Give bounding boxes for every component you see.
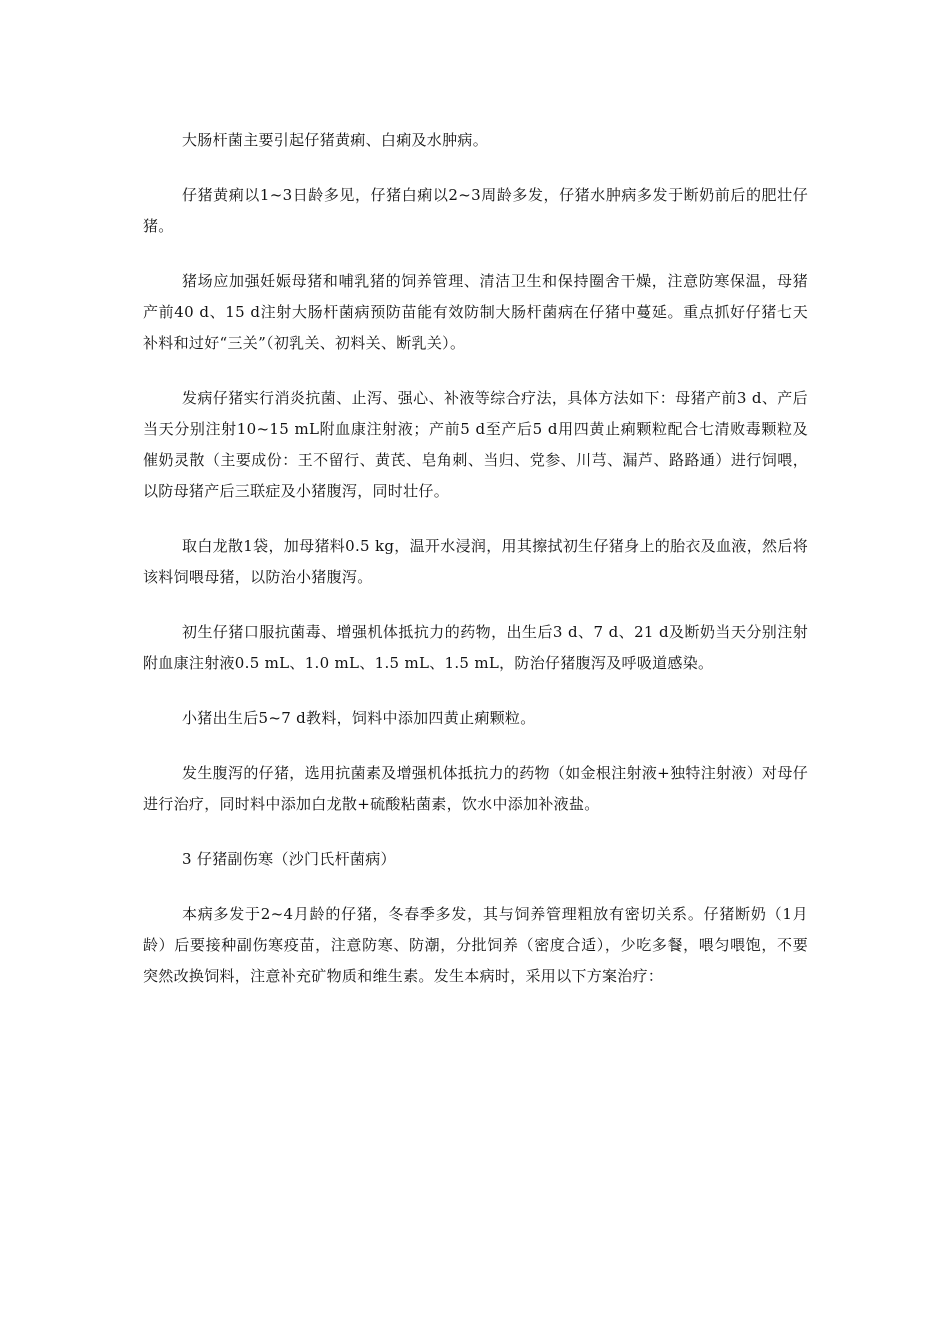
paragraph-bailong-powder: 取白龙散1袋，加母猪料0.5 kg，温开水浸润，用其擦拭初生仔猪身上的胎衣及血液，然后将该料饲喂母猪，以防治小猪腹泻。 <box>143 537 808 586</box>
paragraph-newborn-medication: 初生仔猪口服抗菌毒、增强机体抵抗力的药物，出生后3 d、7 d、21 d及断奶当天分别注射附血康注射液0.5 mL、1.0 mL、1.5 mL、1.5 mL，防治仔猪腹泻及呼吸道感染。 <box>143 623 808 672</box>
paragraph-paratyphoid-prevention: 本病多发于2~4月龄的仔猪，冬春季多发，其与饲养管理粗放有密切关系。仔猪断奶（1月龄）后要接种副伤寒疫苗，注意防寒、防潮，分批饲养（密度合适），少吃多餐，喂匀喂饱，不要突然改换饲料，注意补充矿物质和维生素。发生本病时，采用以下方案治疗： <box>143 905 808 985</box>
section-heading-paratyphoid: 3 仔猪副伤寒（沙门氏杆菌病） <box>182 850 396 868</box>
paragraph-treatment-method: 发病仔猪实行消炎抗菌、止泻、强心、补液等综合疗法，具体方法如下：母猪产前3 d、产后当天分别注射10~15 mL附血康注射液；产前5 d至产后5 d用四黄止痢颗粒配合七清败毒颗粒及催奶灵散（主要成份：王不留行、黄芪、皂角刺、当归、党参、川芎、漏芦、路路通）进行饲喂，以防母猪产后三联症及小猪腹泻，同时壮仔。 <box>143 389 808 500</box>
paragraph-diarrhea-treatment: 发生腹泻的仔猪，选用抗菌素及增强机体抵抗力的药物（如金根注射液+独特注射液）对母仔进行治疗，同时料中添加白龙散+硫酸粘菌素，饮水中添加补液盐。 <box>143 764 808 813</box>
paragraph-piglet-dysentery-ages: 仔猪黄痢以1~3日龄多见，仔猪白痢以2~3周龄多发，仔猪水肿病多发于断奶前后的肥壮仔猪。 <box>143 186 808 235</box>
paragraph-creep-feeding: 小猪出生后5~7 d教料，饲料中添加四黄止痢颗粒。 <box>182 709 536 727</box>
paragraph-farm-management: 猪场应加强妊娠母猪和哺乳猪的饲养管理、清洁卫生和保持圈舍干燥，注意防寒保温，母猪产前40 d、15 d注射大肠杆菌病预防苗能有效防制大肠杆菌病在仔猪中蔓延。重点抓好仔猪七天补料和过好“三关”（初乳关、初料关、断乳关）。 <box>143 272 808 352</box>
paragraph-colibacillosis-intro: 大肠杆菌主要引起仔猪黄痢、白痢及水肿病。 <box>182 131 489 149</box>
